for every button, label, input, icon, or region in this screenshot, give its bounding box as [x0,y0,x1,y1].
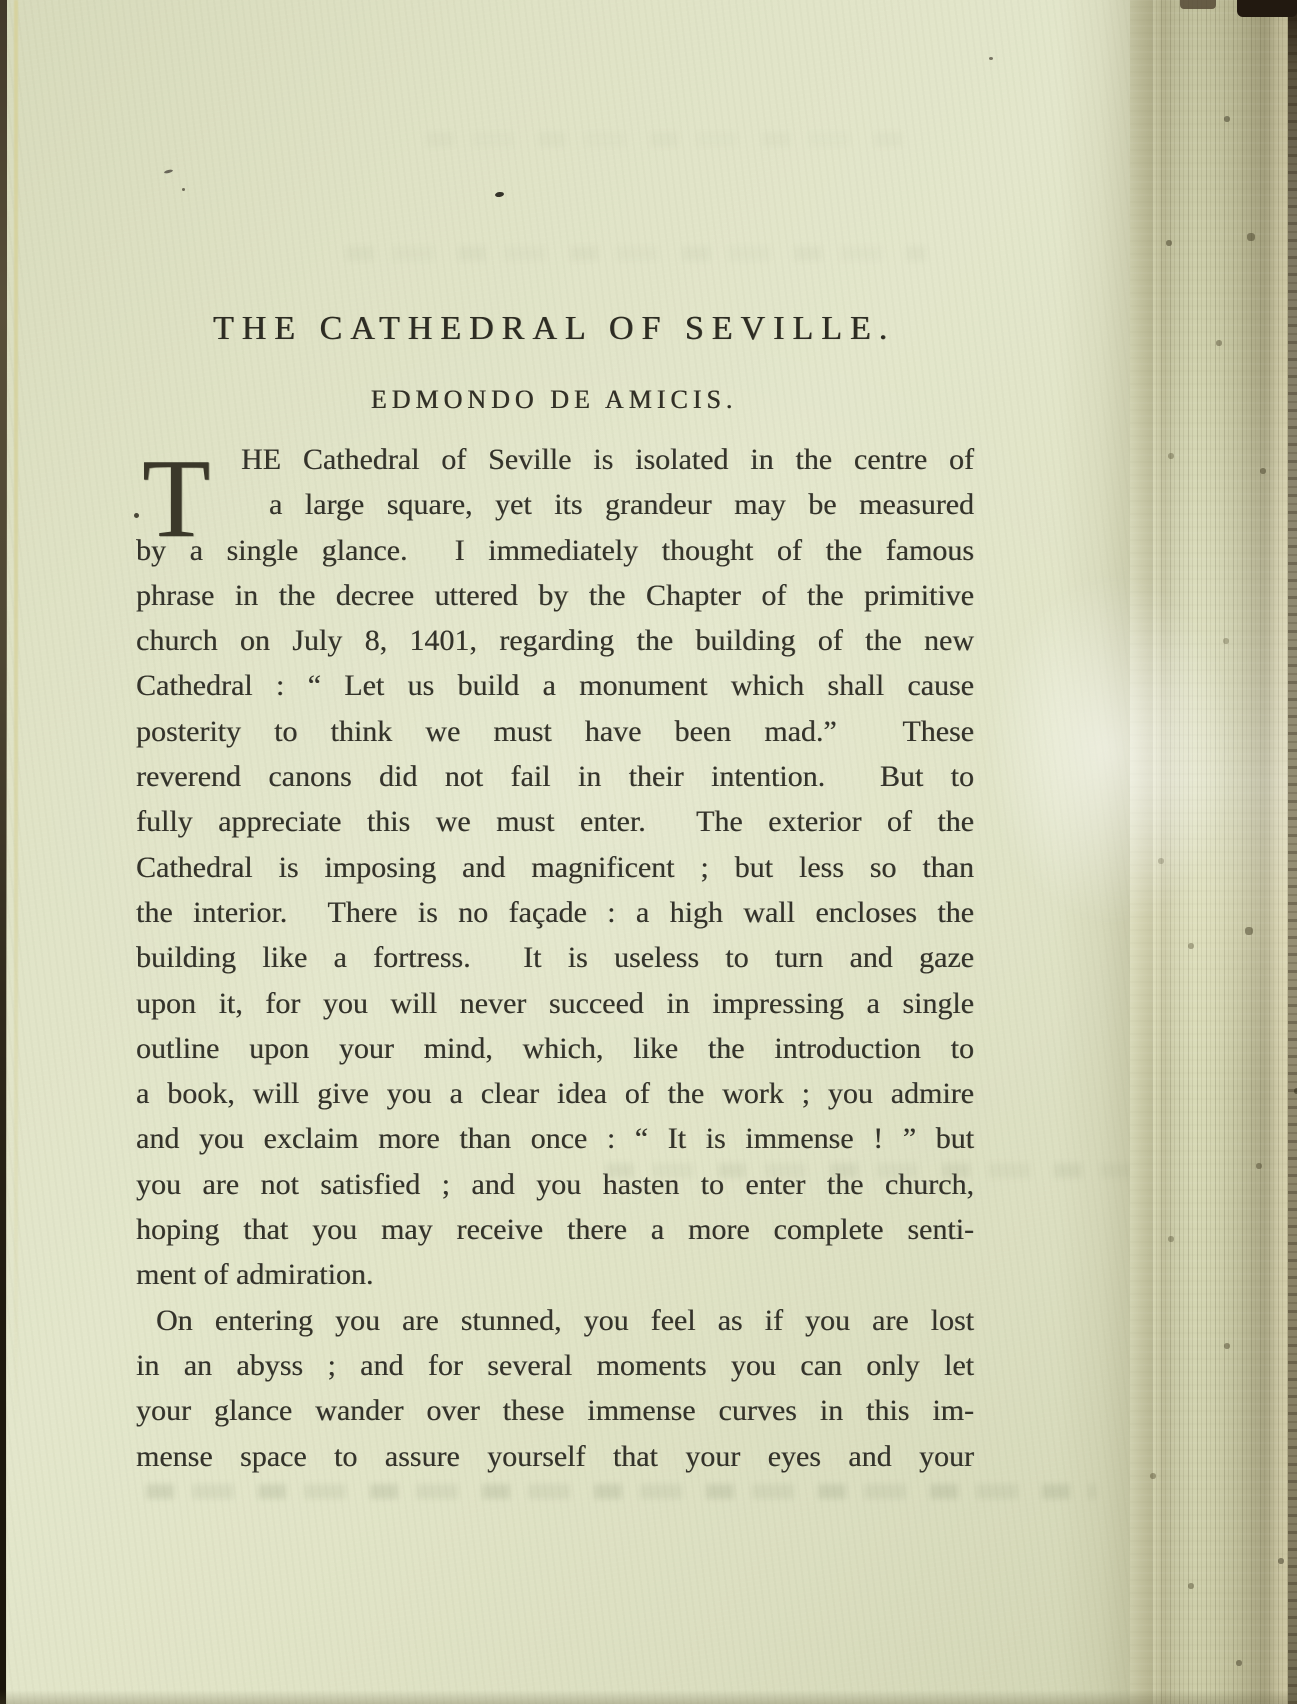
text-line: a book, will give you a clear idea of the work ; you admire [136,1077,974,1111]
text-line: a large square, yet its grandeur may be measured [269,488,974,522]
text-line: by a single glance. I immediately thought of the famous [136,533,974,567]
text-line: Cathedral is imposing and magnificent ; but less so than [136,850,974,884]
dropcap-letter: T [142,437,211,561]
text-line: fully appreciate this we must enter. The exterior of the [136,805,974,839]
ink-speck [134,513,139,518]
ink-speck [989,57,993,60]
text-line: phrase in the decree uttered by the Chapter of the primitive [136,578,974,612]
edge-specks [1130,0,1132,2]
text-line: HE Cathedral of Seville is isolated in the centre of [241,443,974,476]
text-line: reverend canons did not fail in their intention. But to [136,760,974,794]
text-line: in an abyss ; and for several moments you can only let [136,1348,974,1382]
light-reflection [985,575,1235,925]
page-crease-line [14,0,18,1430]
page-title: THE CATHEDRAL OF SEVILLE. [212,310,896,347]
text-line: your glance wander over these immense curves in this im- [136,1394,974,1428]
text-line: and you exclaim more than once : “ It is immense ! ” but [136,1122,974,1156]
photo-dark-corner [1237,0,1297,17]
text-line: building like a fortress. It is useless to turn and gaze [136,941,974,975]
book-page [6,0,1130,1704]
text-line: outline upon your mind, which, like the introduction to [136,1031,974,1065]
author-byline: EDMONDO DE AMICIS. [370,385,738,414]
text-line: church on July 8, 1401, regarding the building of the new [136,624,974,658]
photo-bottom-edge [0,1690,1297,1704]
text-line: On entering you are stunned, you feel as if you are lost [156,1303,974,1337]
ink-speck [495,191,505,197]
ink-speck [182,188,185,191]
photo-left-edge [0,0,7,1704]
show-through-text-smudge [426,132,906,147]
text-line: you are not satisfied ; and you hasten to enter the church, [136,1167,974,1201]
text-line: posterity to think we must have been mad.” These [136,714,974,748]
book-cover-edge [1288,0,1297,1704]
text-line: hoping that you may receive there a more complete senti- [136,1213,974,1247]
photo-dark-notch [1180,0,1216,9]
text-line: mense space to assure yourself that your eyes and your [136,1439,974,1473]
text-line: upon it, for you will never succeed in impressing a single [136,986,974,1020]
text-line: the interior. There is no façade : a high wall encloses the [136,895,974,929]
show-through-text-smudge [346,246,926,261]
text-line: ment of admiration. [136,1258,374,1292]
text-line: Cathedral : “ Let us build a monument which shall cause [136,669,974,703]
show-through-text-smudge [146,1484,1096,1499]
ink-speck [164,169,173,174]
body-text [136,437,974,1479]
